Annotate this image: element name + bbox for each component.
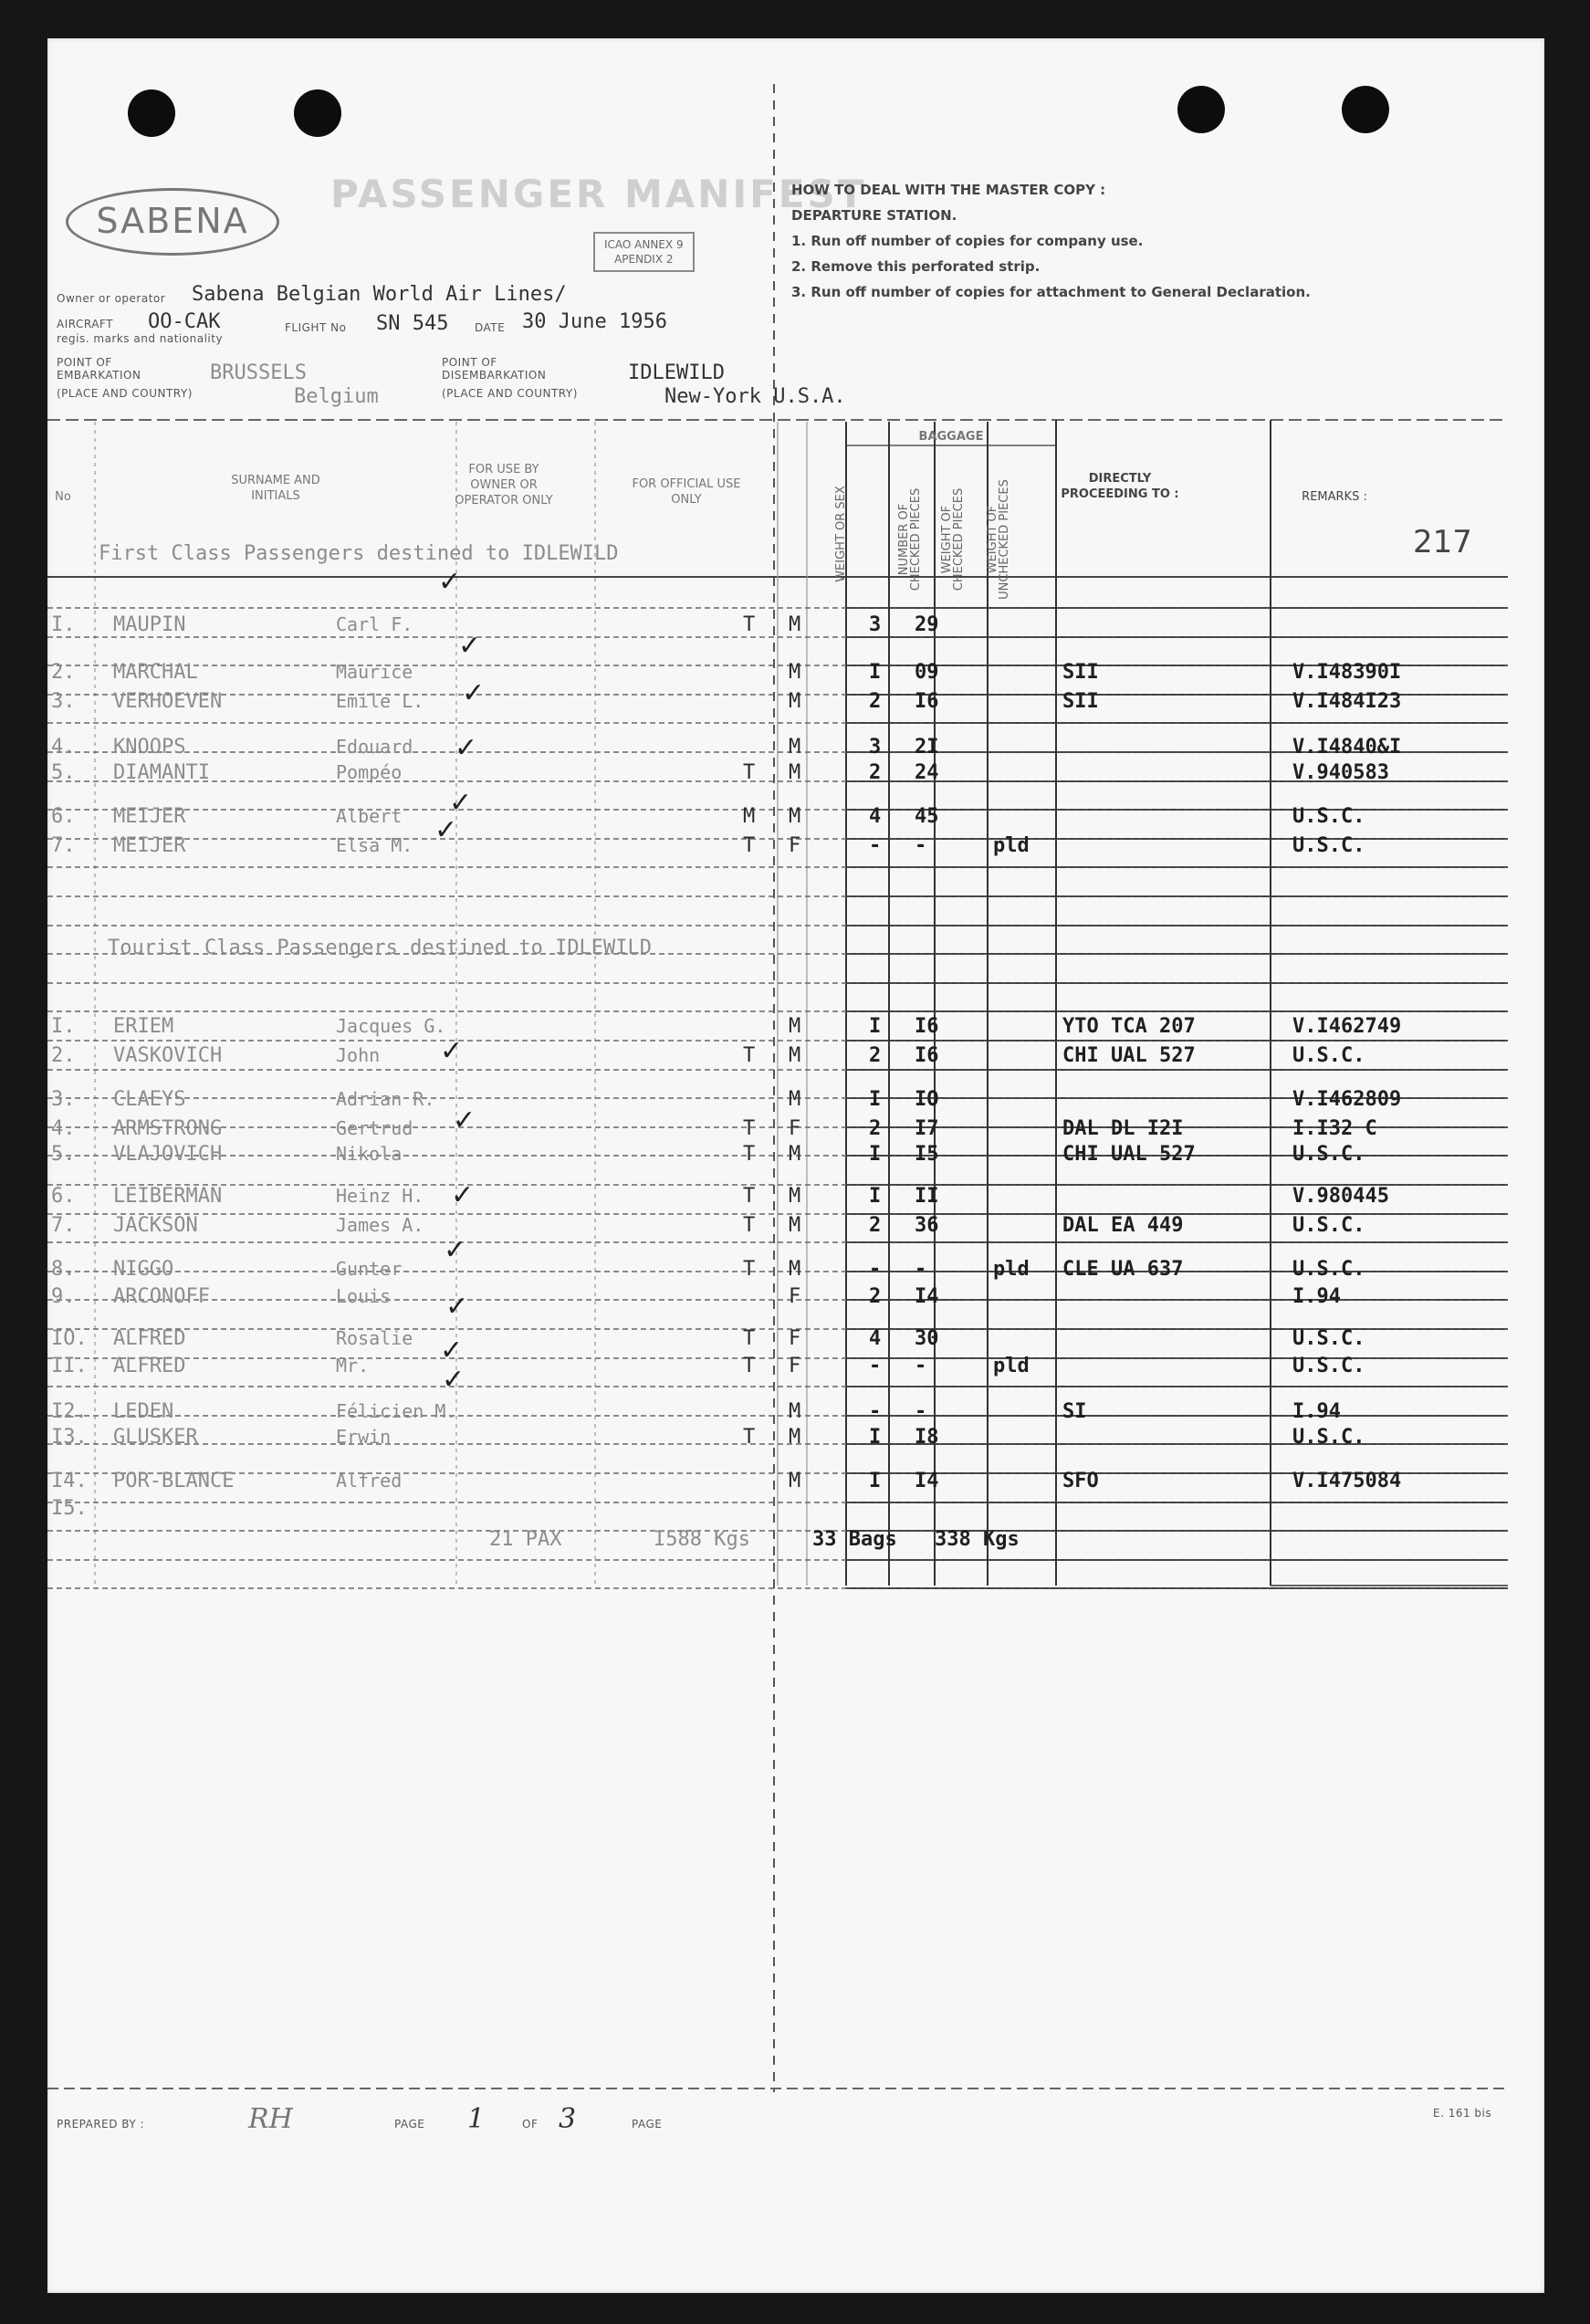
checked-pieces: 2 [869,1117,882,1140]
checked-weight: I7 [915,1117,939,1140]
remarks-value: V.I462749 [1292,1015,1402,1038]
passenger-number: I5. [51,1497,88,1520]
passenger-sex: M [789,1088,801,1111]
passenger-number: 3. [51,1088,76,1111]
remarks-value: V.I484I23 [1292,690,1402,713]
col-official: FOR OFFICIAL USE ONLY [632,477,741,507]
unchecked-weight: pld [993,1355,1030,1377]
col-wt-checked: WEIGHT OF CHECKED PIECES [940,487,966,591]
embark-label: POINT OF EMBARKATION [57,356,141,382]
check-mark-icon: ✓ [440,1035,464,1067]
checked-weight: I6 [915,690,939,713]
icao-line: APENDIX 2 [614,253,674,266]
proceeding-to: CHI UAL 527 [1062,1044,1196,1067]
unchecked-weight: pld [993,1258,1030,1281]
remarks-value: U.S.C. [1292,1258,1365,1281]
passenger-row [47,1424,1544,1459]
passenger-surname: VERHOEVEN [113,690,223,713]
checked-pieces: 2 [869,690,882,713]
passenger-first-name: Rosalie [336,1327,413,1349]
col-baggage: BAGGAGE [918,430,984,444]
passenger-surname: VLAJOVICH [113,1143,223,1166]
passenger-row [47,1141,1544,1176]
icao-line: ICAO ANNEX 9 [604,238,684,251]
check-mark-icon: ✓ [451,1179,475,1211]
passenger-row [47,759,1544,794]
passenger-number: I. [51,1015,76,1038]
disembark-sub: (PLACE AND COUNTRY) [442,387,578,400]
checked-pieces: - [869,1355,882,1377]
passenger-number: 4. [51,736,76,759]
checked-weight: 29 [915,613,939,636]
instruction-line: DEPARTURE STATION. [791,207,957,224]
embark-sub: (PLACE AND COUNTRY) [57,387,193,400]
tourist-class-heading: Tourist Class Passengers destined to IDLEWILD [108,937,653,959]
remarks-value: I.94 [1292,1400,1341,1423]
passenger-first-name: Edouard [336,736,413,758]
instructions [791,177,1311,305]
checked-weight: I5 [915,1143,939,1166]
passenger-sex: M [789,613,801,636]
passenger-first-name: Félicien M. [336,1400,457,1422]
check-mark-icon: ✓ [442,1364,465,1396]
checked-weight: - [915,834,927,857]
checked-pieces: 3 [869,736,882,759]
total-pax: 21 PAX [489,1528,562,1551]
passenger-first-name: Pompéo [336,761,403,783]
passenger-number: I3. [51,1426,88,1449]
checked-pieces: I [869,661,882,684]
passenger-sex: M [789,1185,801,1208]
passenger-surname: GLUSKER [113,1426,198,1449]
form-code: E. 161 bis [1433,2107,1492,2120]
checked-pieces: 2 [869,761,882,784]
check-mark-icon: ✓ [453,1104,476,1136]
passenger-weight-flag: T [743,1426,756,1449]
passenger-row [47,1495,1544,1530]
aircraft-sub: regis. marks and nationality [57,332,224,345]
checked-weight: 24 [915,761,939,784]
passenger-number: II. [51,1355,88,1377]
checked-weight: IO [915,1088,939,1111]
passenger-weight-flag: T [743,1044,756,1067]
of-value: 3 [559,2103,577,2135]
col-owner-use: FOR USE BY OWNER OR OPERATOR ONLY [455,463,553,508]
checked-weight: 45 [915,805,939,828]
passenger-number: IO. [51,1327,88,1350]
passenger-sex: M [789,690,801,713]
passenger-first-name: Elsa M. [336,834,413,856]
checked-pieces: I [869,1088,882,1111]
passenger-sex: M [789,1015,801,1038]
passenger-sex: M [789,1214,801,1237]
remarks-value: V.I462809 [1292,1088,1402,1111]
date-label: DATE [475,321,506,334]
passenger-surname: ALFRED [113,1355,186,1377]
passenger-first-name: Adrian R. [336,1088,435,1110]
passenger-number: 5. [51,1143,76,1166]
passenger-sex: M [789,1426,801,1449]
logo-text: SABENA [96,201,249,241]
checked-pieces: 3 [869,613,882,636]
check-mark-icon: ✓ [458,630,482,662]
passenger-number: 8. [51,1258,76,1281]
remarks-value: U.S.C. [1292,1214,1365,1237]
passenger-sex: M [789,1470,801,1492]
checked-weight: - [915,1258,927,1281]
disembark-label: POINT OF DISEMBARKATION [442,356,547,382]
passenger-first-name: Gunter [336,1258,403,1280]
checked-pieces: 4 [869,805,882,828]
check-mark-icon: ✓ [434,814,458,846]
passenger-surname: VASKOVICH [113,1044,223,1067]
total-bag-kgs: 338 Kgs [935,1528,1020,1551]
passenger-surname: LEDEN [113,1400,174,1423]
check-mark-icon: ✓ [449,787,473,819]
passenger-sex: M [789,805,801,828]
passenger-weight-flag: T [743,1355,756,1377]
passenger-row [47,1283,1544,1318]
passenger-sex: M [789,736,801,759]
sabena-logo [66,188,279,256]
passenger-sex: F [789,1355,801,1377]
passenger-surname: MEIJER [113,805,186,828]
col-remarks: REMARKS : [1302,490,1367,504]
checked-weight: 30 [915,1327,939,1350]
icao-box [593,232,695,272]
passenger-first-name: James A. [336,1214,424,1236]
passenger-number: I. [51,613,76,636]
disembark-value: IDLEWILD [628,361,725,384]
passenger-number: 6. [51,805,76,828]
proceeding-to: DAL EA 449 [1062,1214,1184,1237]
instruction-line: 3. Run off number of copies for attachment to General Declaration. [791,284,1311,300]
passenger-weight-flag: T [743,1258,756,1281]
checked-weight: II [915,1185,939,1208]
unchecked-weight: pld [993,834,1030,857]
remarks-number: 217 [1413,524,1472,560]
passenger-surname: JACKSON [113,1214,198,1237]
checked-weight: I8 [915,1426,939,1449]
passenger-first-name: Gertrud [336,1117,413,1139]
passenger-weight-flag: T [743,1327,756,1350]
checked-pieces: - [869,1400,882,1423]
passenger-row [47,612,1544,646]
checked-pieces: - [869,834,882,857]
prepared-label: PREPARED BY : [57,2118,145,2130]
check-mark-icon: ✓ [440,1335,464,1366]
proceeding-to: CLE UA 637 [1062,1258,1184,1281]
page-suffix: PAGE [632,2118,663,2130]
passenger-surname: MAUPIN [113,613,186,636]
checked-pieces: 4 [869,1327,882,1350]
remarks-value: V.980445 [1292,1185,1389,1208]
passenger-weight-flag: T [743,613,756,636]
check-mark-icon: ✓ [462,677,486,709]
checked-pieces: I [869,1185,882,1208]
of-label: OF [522,2118,539,2130]
remarks-value: U.S.C. [1292,834,1365,857]
embark-country: Belgium [294,385,379,408]
passenger-surname: ARMSTRONG [113,1117,223,1140]
passenger-surname: ERIEM [113,1015,174,1038]
proceeding-to: CHI UAL 527 [1062,1143,1196,1166]
passenger-surname: CLAEYS [113,1088,186,1111]
first-class-heading: First Class Passengers destined to IDLEWILD [99,542,619,565]
owner-value: Sabena Belgian World Air Lines/ [192,283,567,306]
checked-weight: - [915,1400,927,1423]
total-kgs: I588 Kgs [654,1528,750,1551]
date-value: 30 June 1956 [522,310,667,333]
checked-pieces: I [869,1015,882,1038]
passenger-sex: F [789,1327,801,1350]
passenger-row [47,832,1544,867]
passenger-first-name: John [336,1044,381,1066]
proceeding-to: SII [1062,690,1099,713]
prepared-value: RH [248,2103,293,2135]
proceeding-to: DAL DL I2I [1062,1117,1184,1140]
passenger-surname: NIGGO [113,1258,174,1281]
passenger-first-name: Jacques G. [336,1015,446,1037]
checked-weight: 36 [915,1214,939,1237]
disembark-country: New-York U.S.A. [664,385,846,408]
check-mark-icon: ✓ [445,1291,469,1323]
remarks-value: U.S.C. [1292,1327,1365,1350]
passenger-number: 5. [51,761,76,784]
instruction-line: HOW TO DEAL WITH THE MASTER COPY : [791,182,1106,198]
passenger-sex: M [789,1143,801,1166]
proceeding-to: SII [1062,661,1099,684]
checked-pieces: 2 [869,1285,882,1308]
remarks-value: U.S.C. [1292,1355,1365,1377]
remarks-value: U.S.C. [1292,1044,1365,1067]
proceeding-to: SFO [1062,1470,1099,1492]
passenger-number: 7. [51,1214,76,1237]
passenger-sex: M [789,761,801,784]
flight-value: SN 545 [376,312,449,335]
passenger-weight-flag: T [743,1185,756,1208]
passenger-number: 2. [51,661,76,684]
remarks-value: V.940583 [1292,761,1389,784]
remarks-value: V.I475084 [1292,1470,1402,1492]
col-wt-unchecked: WEIGHT OF UNCHECKED PIECES [986,479,1011,600]
instruction-line: 2. Remove this perforated strip. [791,258,1041,275]
passenger-first-name: Nikola [336,1143,403,1165]
check-mark-icon: ✓ [438,566,462,598]
remarks-value: U.S.C. [1292,1426,1365,1449]
passenger-first-name: Carl F. [336,613,413,635]
col-num-checked: NUMBER OF CHECKED PIECES [897,487,923,591]
passenger-weight-flag: T [743,1214,756,1237]
passenger-sex: F [789,834,801,857]
remarks-value: U.S.C. [1292,1143,1365,1166]
page-label: PAGE [394,2118,425,2130]
passenger-sex: M [789,661,801,684]
passenger-first-name: Heinz H. [336,1185,424,1207]
passenger-sex: F [789,1285,801,1308]
embark-value: BRUSSELS [210,361,307,384]
passenger-surname: DIAMANTI [113,761,210,784]
passenger-sex: F [789,1117,801,1140]
passenger-first-name: Alfred [336,1470,403,1492]
checked-pieces: 2 [869,1214,882,1237]
passenger-weight-flag: T [743,1143,756,1166]
passenger-weight-flag: T [743,1117,756,1140]
passenger-number: I4. [51,1470,88,1492]
checked-weight: I4 [915,1470,939,1492]
manifest-sheet [47,38,1544,2293]
passenger-first-name: Maurice [336,661,413,683]
checked-weight: 2I [915,736,939,759]
checked-weight: 09 [915,661,939,684]
passenger-weight-flag: T [743,834,756,857]
passenger-surname: LEIBERMAN [113,1185,223,1208]
checked-pieces: I [869,1143,882,1166]
aircraft-label: AIRCRAFT [57,318,113,330]
passenger-surname: MARCHAL [113,661,198,684]
passenger-row [47,1212,1544,1247]
passenger-number: 9. [51,1285,76,1308]
checked-pieces: - [869,1258,882,1281]
passenger-sex: M [789,1044,801,1067]
passenger-row [47,1042,1544,1077]
page-value: 1 [467,2103,486,2135]
form-title: PASSENGER MANIFEST [330,172,867,216]
aircraft-value: OO-CAK [148,310,221,333]
passenger-surname: ARCONOFF [113,1285,210,1308]
passenger-number: 2. [51,1044,76,1067]
checked-weight: I4 [915,1285,939,1308]
passenger-surname: ALFRED [113,1327,186,1350]
passenger-surname: KNOOPS [113,736,186,759]
flight-label: FLIGHT No [285,321,347,334]
checked-pieces: I [869,1470,882,1492]
remarks-value: V.I48390I [1292,661,1402,684]
passenger-number: 7. [51,834,76,857]
owner-label: Owner or operator [57,292,166,305]
instruction-line: 1. Run off number of copies for company use. [791,233,1144,249]
passenger-row [47,1353,1544,1387]
passenger-sex: M [789,1258,801,1281]
check-mark-icon: ✓ [444,1234,467,1266]
passenger-first-name: Mr. [336,1355,370,1377]
proceeding-to: YTO TCA 207 [1062,1015,1196,1038]
col-proceeding: DIRECTLY PROCEEDING TO : [1061,472,1179,501]
total-bags: 33 Bags [812,1528,897,1551]
checked-weight: I6 [915,1015,939,1038]
passenger-weight-flag: T [743,761,756,784]
passenger-number: 3. [51,690,76,713]
col-surname: SURNAME AND INITIALS [231,474,320,503]
col-no: No [55,490,71,504]
passenger-weight-flag: M [743,805,756,828]
passenger-surname: MEIJER [113,834,186,857]
checked-pieces: I [869,1426,882,1449]
passenger-first-name: Albert [336,805,403,827]
passenger-first-name: Emile L. [336,690,424,712]
checked-weight: - [915,1355,927,1377]
remarks-value: I.I32 C [1292,1117,1377,1140]
remarks-value: V.I4840&I [1292,736,1402,759]
proceeding-to: SI [1062,1400,1087,1423]
passenger-sex: M [789,1400,801,1423]
col-weight-sex: WEIGHT OR SEX [834,486,848,582]
passenger-number: 4. [51,1117,76,1140]
passenger-surname: POR-BLANCE [113,1470,235,1492]
checked-weight: I6 [915,1044,939,1067]
check-mark-icon: ✓ [455,732,478,764]
remarks-value: U.S.C. [1292,805,1365,828]
passenger-number: I2. [51,1400,88,1423]
passenger-number: 6. [51,1185,76,1208]
checked-pieces: 2 [869,1044,882,1067]
passenger-first-name: Erwin [336,1426,392,1448]
passenger-first-name: Louis [336,1285,392,1307]
passenger-row [47,688,1544,723]
remarks-value: I.94 [1292,1285,1341,1308]
